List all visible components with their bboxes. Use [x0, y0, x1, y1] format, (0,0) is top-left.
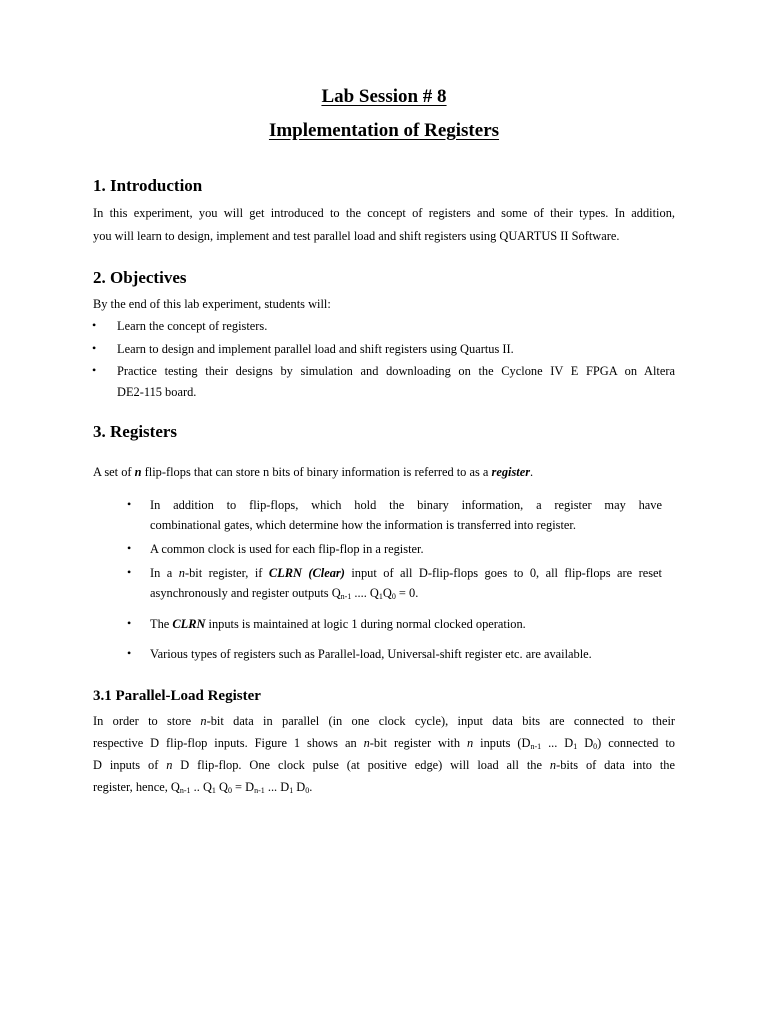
bullet-icon: • [127, 616, 132, 630]
parallel-load-line-1: In order to store n-bit data in parallel (in one clock cycle), input data bits are connected to their [93, 714, 676, 728]
parallel-load-line-2: respective D flip-flop inputs. Figure 1 shows an n-bit register with n inputs ($D_{n-1}$ ... $D_1$ $D_0$) connected to [93, 736, 676, 751]
intro-line-2: you will learn to design, implement and test parallel load and shift registers using QUARTUS II Software. [93, 229, 620, 243]
objective-item-continued: DE2-115 board. [117, 385, 197, 399]
bullet-icon: • [127, 646, 132, 660]
intro-heading: 1. Introduction [93, 176, 203, 195]
bullet-icon: • [127, 565, 132, 579]
registers-definition: A set of n flip-flops that can store n bits of binary information is referred to as a register. [93, 465, 534, 479]
register-point-1-line-2: combinational gates, which determine how the information is transferred into register. [150, 518, 576, 532]
registers-heading: 3. Registers [93, 422, 178, 441]
page-title: Lab Session # 8 [321, 86, 447, 107]
objective-item: Learn to design and implement parallel load and shift registers using Quartus II. [117, 342, 514, 356]
objectives-heading: 2. Objectives [93, 268, 187, 287]
parallel-load-heading: 3.1 Parallel-Load Register [93, 688, 261, 704]
parallel-load-line-4: register, hence, $Q_{n-1}$ .. $Q_1$ $Q_0 = D_{n-1}$ ... $D_1$ $D_0$. [93, 780, 313, 795]
bullet-icon: • [92, 318, 97, 332]
register-point-3-line-2: asynchronously and register outputs $Q_{n-1}$ .... $Q_1Q_0 = 0$. [150, 586, 419, 601]
register-point-1-line-1: In addition to flip-flops, which hold the binary information, a register may have [150, 498, 662, 512]
bullet-icon: • [127, 497, 132, 511]
register-point-2: A common clock is used for each flip-flop in a register. [150, 542, 424, 556]
register-point-4: The CLRN inputs is maintained at logic 1 during normal clocked operation. [150, 617, 526, 631]
parallel-load-line-3: D inputs of n D flip-flop. One clock pulse (at positive edge) will load all the n-bits of data into the [93, 758, 676, 772]
objective-item: Practice testing their designs by simulation and downloading on the Cyclone IV E FPGA on Altera [117, 364, 675, 378]
register-point-5: Various types of registers such as Parallel-load, Universal-shift register etc. are available. [150, 647, 592, 661]
bullet-icon: • [127, 541, 132, 555]
bullet-icon: • [92, 341, 97, 355]
bullet-icon: • [92, 363, 97, 377]
register-point-3-line-1: In a n-bit register, if CLRN (Clear) input of all D-flip-flops goes to 0, all flip-flops are reset [150, 566, 662, 580]
objective-item: Learn the concept of registers. [117, 319, 268, 333]
intro-line-1: In this experiment, you will get introduced to the concept of registers and some of their types. In addition, [93, 206, 675, 220]
page-subtitle: Implementation of Registers [268, 120, 500, 141]
objectives-lead: By the end of this lab experiment, students will: [93, 297, 331, 311]
